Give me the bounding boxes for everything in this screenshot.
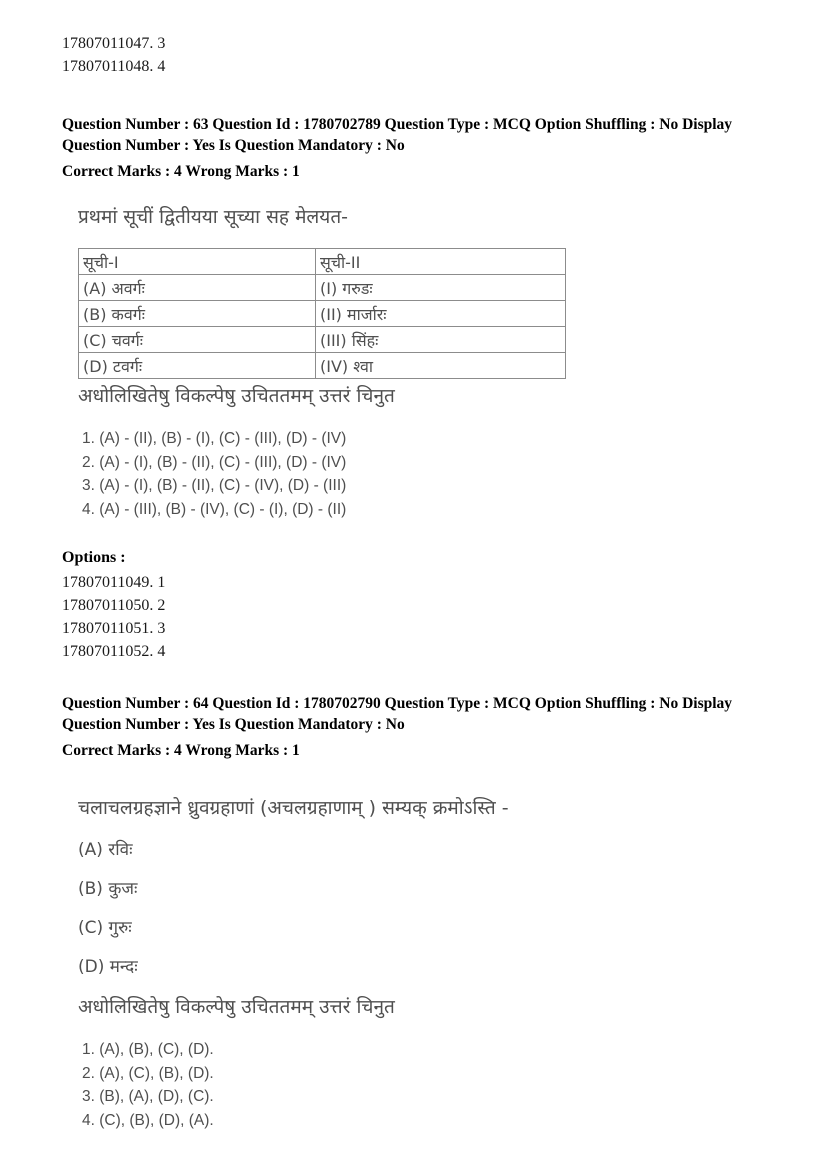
- table-header-row: [79, 249, 566, 275]
- options-label: Options :: [62, 549, 126, 566]
- answer-id-line: 17807011047. 3: [62, 35, 166, 52]
- option-id-line: 17807011050. 2: [62, 597, 166, 614]
- question-meta-header: Question Number : 63 Question Id : 1780702789 Question Type : MCQ Option Shuffling : No Display Question Number : Yes Is Question Mandatory : No: [62, 116, 733, 154]
- choice-option-2: 2. (A), (C), (B), (D).: [82, 1064, 214, 1082]
- question-marks-line: Correct Marks : 4 Wrong Marks : 1: [62, 742, 300, 759]
- table-cell: (IV) श्वा: [316, 353, 566, 379]
- table-row: [79, 327, 566, 353]
- question-prompt: चलाचलग्रहज्ञाने ध्रुवग्रहाणां (अचलग्रहाणाम् ) सम्यक् क्रमोऽस्ति -: [78, 797, 509, 819]
- table-row: [79, 275, 566, 301]
- table-header-cell: सूची-II: [316, 249, 566, 275]
- question-body: [78, 795, 786, 1132]
- table-header-cell: सूची-I: [79, 249, 316, 275]
- question-63: [62, 114, 786, 663]
- table-cell: (B) कवर्गः: [79, 301, 316, 327]
- choice-option-1: 1. (A) - (II), (B) - (I), (C) - (III), (D) - (IV): [82, 430, 347, 447]
- choice-list: [82, 427, 786, 521]
- statement-c: (C) गुरुः: [78, 918, 132, 938]
- table-cell: (C) चवर्गः: [79, 327, 316, 353]
- option-id-line: 17807011051. 3: [62, 620, 166, 637]
- question-64: [62, 693, 786, 1132]
- question-prompt: प्रथमां सूचीं द्वितीयया सूच्या सह मेलयत-: [78, 206, 349, 228]
- table-cell: (I) गरुडः: [316, 275, 566, 301]
- table-row: [79, 301, 566, 327]
- option-id-list: [62, 571, 786, 663]
- match-table: [78, 248, 566, 379]
- question-meta-header: Question Number : 64 Question Id : 1780702790 Question Type : MCQ Option Shuffling : No Display Question Number : Yes Is Question Mandatory : No: [62, 695, 733, 733]
- table-cell: (D) टवर्गः: [79, 353, 316, 379]
- statement-b: (B) कुजः: [78, 879, 138, 899]
- statement-d: (D) मन्दः: [78, 957, 138, 977]
- option-id-line: 17807011052. 4: [62, 643, 166, 660]
- choose-instruction: अधोलिखितेषु विकल्पेषु उचिततमम् उत्तरं चिनुत: [78, 996, 395, 1018]
- option-id-line: 17807011049. 1: [62, 574, 166, 591]
- question-body: [78, 204, 786, 521]
- choice-option-1: 1. (A), (B), (C), (D).: [82, 1041, 214, 1058]
- table-cell: (II) मार्जारः: [316, 301, 566, 327]
- choose-instruction: अधोलिखितेषु विकल्पेषु उचिततमम् उत्तरं चिनुत: [78, 385, 395, 407]
- choice-option-3: 3. (A) - (I), (B) - (II), (C) - (IV), (D) - (III): [82, 477, 347, 494]
- table-row: [79, 353, 566, 379]
- choice-option-3: 3. (B), (A), (D), (C).: [82, 1088, 214, 1105]
- table-cell: (A) अवर्गः: [79, 275, 316, 301]
- choice-option-4: 4. (C), (B), (D), (A).: [82, 1111, 214, 1129]
- table-cell: (III) सिंहः: [316, 327, 566, 353]
- choice-option-2: 2. (A) - (I), (B) - (II), (C) - (III), (D) - (IV): [82, 453, 347, 471]
- statement-a: (A) रविः: [78, 840, 133, 860]
- top-answer-ids: [62, 32, 786, 78]
- choice-option-4: 4. (A) - (III), (B) - (IV), (C) - (I), (D) - (II): [82, 500, 347, 518]
- question-marks-line: Correct Marks : 4 Wrong Marks : 1: [62, 163, 300, 180]
- statement-list: [78, 839, 786, 978]
- choice-list: [82, 1038, 786, 1132]
- answer-id-line: 17807011048. 4: [62, 58, 166, 75]
